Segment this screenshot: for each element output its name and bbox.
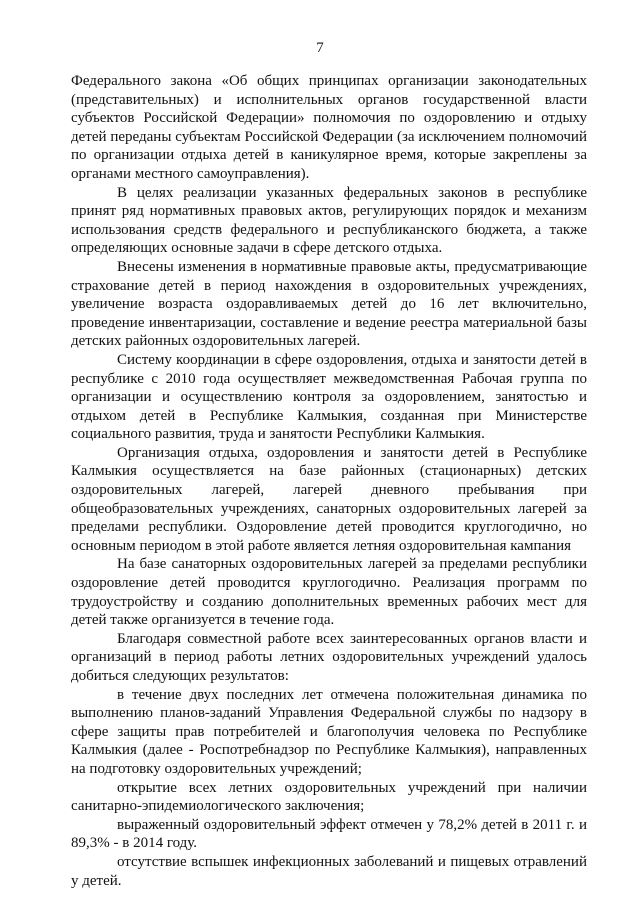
result-item-camp-opening: открытие всех летних оздоровительных учреждений при наличии санитарно-эпидемиологического заключения; xyxy=(71,779,587,815)
result-item-health-effect: выраженный оздоровительный эффект отмечен у 78,2% детей в 2011 г. и 89,3% - в 2014 году. xyxy=(71,816,587,852)
result-item-no-outbreaks: отсутствие вспышек инфекционных заболеваний и пищевых отравлений у детей. xyxy=(71,853,587,889)
paragraph-coordination-system: Систему координации в сфере оздоровления, отдыха и занятости детей в республике с 2010 года осуществляет межведомственная Рабочая группа по организации и осуществлению контроля за оздоровлением, занятостью и отдыхом детей в Республике Калмыкия, созданная при Министерстве социального развития, труда и занятости Республики Калмыкия. xyxy=(71,351,587,443)
paragraph-amendments: Внесены изменения в нормативные правовые акты, предусматривающие страхование детей в период нахождения в оздоровительных учреждениях, увеличение возраста оздоравливаемых детей до 16 лет включительно, проведение инвентаризации, составление и ведение реестра материальной базы детских районных оздоровительных лагерей. xyxy=(71,258,587,350)
paragraph-results-intro: Благодаря совместной работе всех заинтересованных органов власти и организаций в период работы летних оздоровительных учреждений удалось добиться следующих результатов: xyxy=(71,630,587,684)
paragraph-regulatory-acts: В целях реализации указанных федеральных законов в республике принят ряд нормативных правовых актов, регулирующих порядок и механизм использования средств федерального и республиканского бюджета, а также определяющих основные задачи в сфере детского отдыха. xyxy=(71,184,587,257)
result-item-positive-dynamics: в течение двух последних лет отмечена положительная динамика по выполнению планов-заданий Управления Федеральной службы по надзору в сфере защиты прав потребителей и благополучия человека по Республике Калмыкия (далее - Роспотребнадзор по Республике Калмыкия), направленных на подготовку оздоровительных учреждений; xyxy=(71,686,587,777)
document-body xyxy=(71,72,587,890)
paragraph-recreation-organization: Организация отдыха, оздоровления и занятости детей в Республике Калмыкия осуществляется на базе районных (стационарных) детских оздоровительных лагерей, лагерей дневного пребывания при общеобразовательных учреждениях, санаторных оздоровительных лагерей за пределами республики. Оздоровление детей проводится круглогодично, но основным периодом в этой работе является летняя оздоровительная кампания xyxy=(71,444,587,554)
paragraph-sanatorium-camps: На базе санаторных оздоровительных лагерей за пределами республики оздоровление детей проводится круглогодично. Реализация программ по трудоустройству и созданию дополнительных временных рабочих мест для детей также организуется в течение года. xyxy=(71,556,587,629)
paragraph-federal-law: Федерального закона «Об общих принципах организации законодательных (представительных) и исполнительных органов государственной власти субъектов Российской Федерации» полномочия по оздоровлению и отдыху детей переданы субъектам Российской Федерации (за исключением полномочий по организации отдыха детей в каникулярное время, которые закреплены за органами местного самоуправления). xyxy=(71,73,587,182)
page-number: 7 xyxy=(316,40,324,56)
